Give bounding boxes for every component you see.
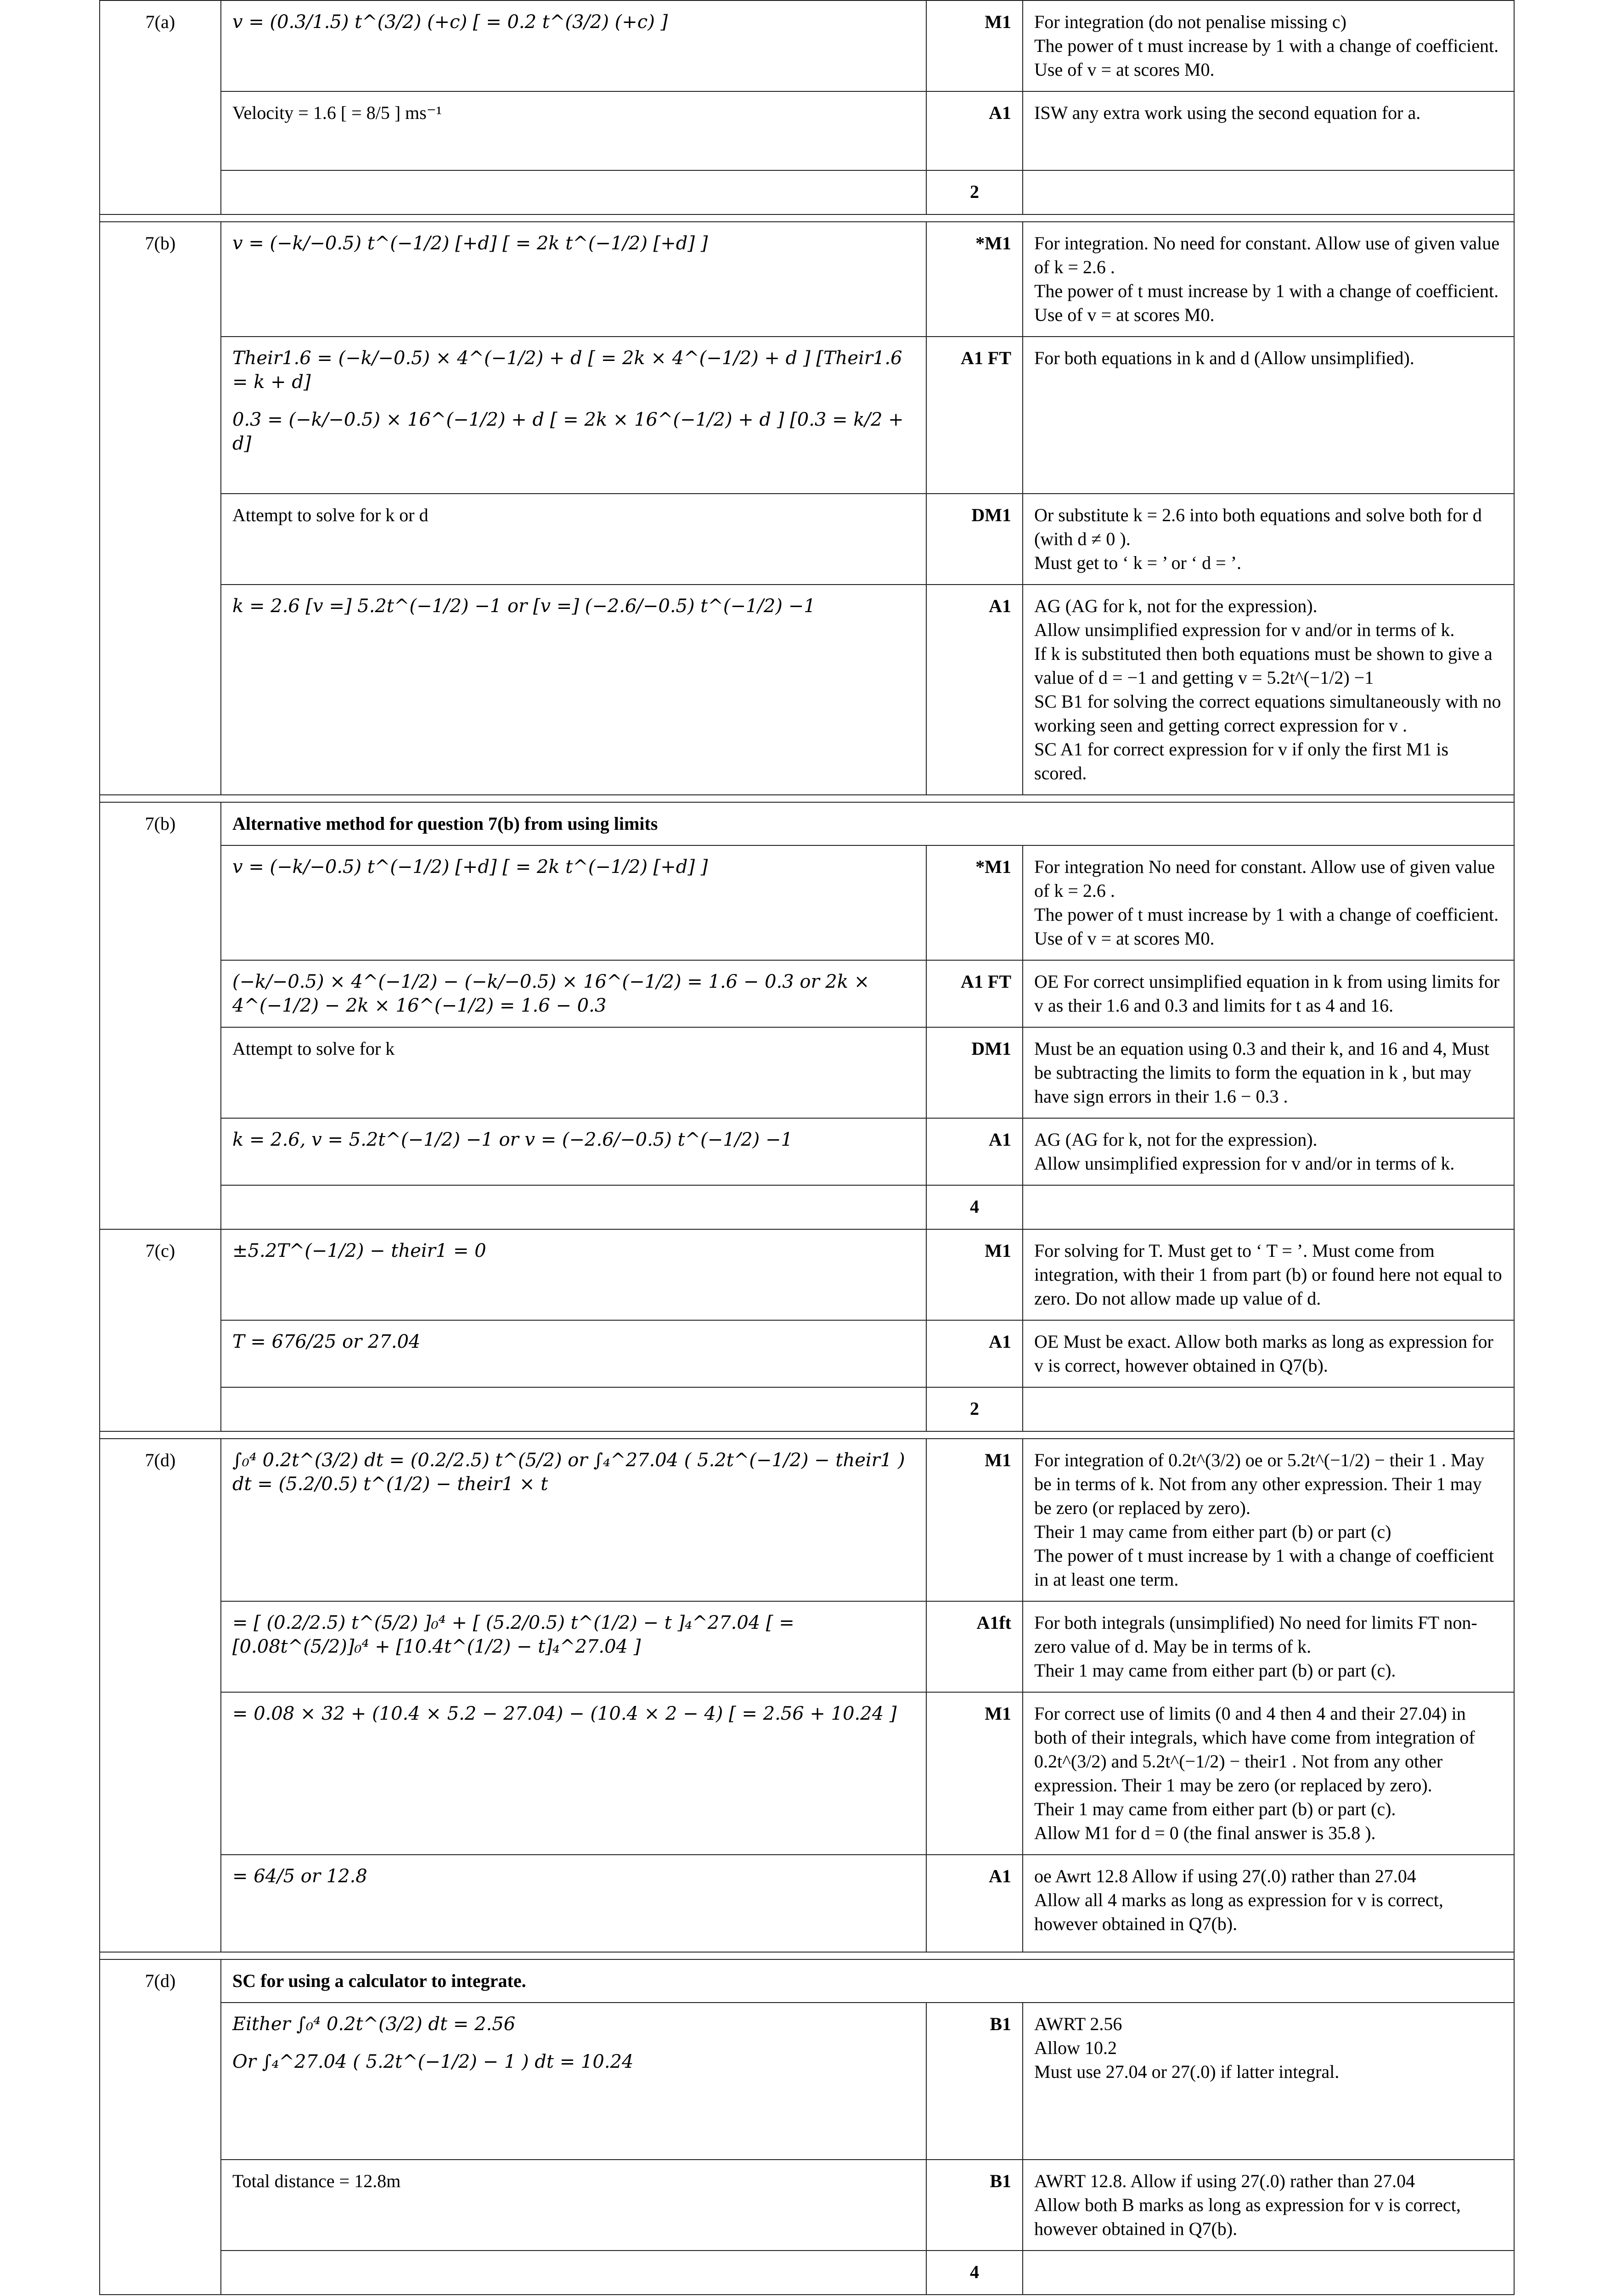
guidance-line: Must use 27.04 or 27(.0) if latter integral.	[1034, 2061, 1340, 2082]
table-row	[100, 845, 1514, 960]
answer-cell	[221, 960, 926, 1027]
answer-line: v = (0.3/1.5) t^(3/2) (+c) [ = 0.2 t^(3/2) (+c) ]	[232, 11, 668, 33]
guidance-line: Allow M1 for d = 0 (the final answer is 35.8 ).	[1034, 1823, 1376, 1843]
guidance-cell	[1023, 1387, 1514, 1431]
table-row	[100, 1387, 1514, 1431]
answer-line: v = (−k/−0.5) t^(−1/2) [+d] [ = 2k t^(−1/2) [+d] ]	[232, 233, 708, 254]
section-gap	[100, 1431, 1514, 1439]
answer-cell	[221, 1855, 926, 1952]
mark-cell: B1	[926, 2160, 1023, 2251]
guidance-cell	[1023, 2251, 1514, 2295]
answer-cell	[221, 494, 926, 585]
answer-line: (−k/−0.5) × 4^(−1/2) − (−k/−0.5) × 16^(−1/2) = 1.6 − 0.3 or 2k × 4^(−1/2) − 2k × 16^(−1/2) = 1.6 − 0.3	[232, 971, 870, 1016]
guidance-line: For both integrals (unsimplified) No need for limits FT non-zero value of d. May be in terms of k.	[1034, 1612, 1477, 1657]
guidance-line: For integration of 0.2t^(3/2) oe or 5.2t^(−1/2) − their 1 . May be in terms of k. Not from any other expression. Their 1 may be zero (or replaced by zero).	[1034, 1450, 1485, 1518]
answer-cell	[221, 222, 926, 337]
section-gap	[100, 214, 1514, 222]
section-gap	[100, 795, 1514, 802]
guidance-line: Allow unsimplified expression for v and/or in terms of k.	[1034, 619, 1455, 640]
mark-cell: M1	[926, 1692, 1023, 1855]
guidance-line: For correct use of limits (0 and 4 then 4 and their 27.04) in both of their integrals, which have come from integration of 0.2t^(3/2) and 5.2t^(−1/2) − their1 . Not from any other expression. Their 1 may be zero (or replaced by zero).	[1034, 1703, 1475, 1795]
guidance-line: Their 1 may came from either part (b) or part (c)	[1034, 1521, 1391, 1542]
guidance-cell	[1023, 1229, 1514, 1320]
table-row	[100, 802, 1514, 845]
answer-line: Total distance = 12.8m	[232, 2171, 401, 2191]
answer-cell	[221, 0, 926, 91]
mark-cell: M1	[926, 1439, 1023, 1601]
mark-cell: M1	[926, 0, 1023, 91]
answer-line: k = 2.6, v = 5.2t^(−1/2) −1 or v = (−2.6/−0.5) t^(−1/2) −1	[232, 1129, 793, 1150]
mark-cell: M1	[926, 1229, 1023, 1320]
table-row	[100, 170, 1514, 214]
question-number: 7(d)	[100, 1959, 221, 2295]
table-row	[100, 1027, 1514, 1118]
guidance-line: oe Awrt 12.8 Allow if using 27(.0) rather than 27.04	[1034, 1866, 1416, 1886]
table-row	[100, 1229, 1514, 1320]
answer-cell	[221, 1229, 926, 1320]
answer-cell	[221, 170, 926, 214]
answer-line: = [ (0.2/2.5) t^(5/2) ]₀⁴ + [ (5.2/0.5) t^(1/2) − t ]₄^27.04 [ = [0.08t^(5/2)]₀⁴ + [10.4t^(1/2) − t]₄^27.04 ]	[232, 1612, 794, 1657]
guidance-cell	[1023, 1601, 1514, 1692]
guidance-line: Allow all 4 marks as long as expression for v is correct, however obtained in Q7(b).	[1034, 1890, 1443, 1934]
section-gap	[100, 1952, 1514, 1959]
answer-cell	[221, 2160, 926, 2251]
answer-cell	[221, 1692, 926, 1855]
guidance-line: SC A1 for correct expression for v if only the first M1 is scored.	[1034, 739, 1449, 783]
section-header: Alternative method for question 7(b) from using limits	[221, 802, 1514, 845]
table-row	[100, 585, 1514, 795]
answer-line: Attempt to solve for k or d	[232, 505, 428, 525]
answer-line: k = 2.6 [v =] 5.2t^(−1/2) −1 or [v =] (−2.6/−0.5) t^(−1/2) −1	[232, 596, 816, 617]
answer-line: ±5.2T^(−1/2) − their1 = 0	[232, 1240, 486, 1261]
guidance-line: Their 1 may came from either part (b) or part (c).	[1034, 1799, 1396, 1819]
table-row	[100, 91, 1514, 170]
section-header: SC for using a calculator to integrate.	[221, 1959, 1514, 2003]
answer-line: = 64/5 or 12.8	[232, 1866, 367, 1887]
guidance-cell	[1023, 2003, 1514, 2160]
table-row	[100, 494, 1514, 585]
guidance-line: Must get to ‘ k = ’ or ‘ d = ’.	[1034, 552, 1241, 573]
total-mark-cell: 4	[926, 1185, 1023, 1229]
question-number: 7(b)	[100, 802, 221, 1229]
mark-cell: DM1	[926, 494, 1023, 585]
answer-cell	[221, 1027, 926, 1118]
mark-scheme-page	[99, 0, 1514, 2296]
answer-line: Or ∫₄^27.04 ( 5.2t^(−1/2) − 1 ) dt = 10.24	[232, 2051, 634, 2072]
table-row	[100, 2003, 1514, 2160]
mark-cell: A1	[926, 91, 1023, 170]
guidance-line: Allow 10.2	[1034, 2037, 1117, 2058]
table-row	[100, 1118, 1514, 1185]
mark-cell: A1 FT	[926, 960, 1023, 1027]
guidance-line: If k is substituted then both equations must be shown to give a value of d = −1 and getting v = 5.2t^(−1/2) −1	[1034, 643, 1493, 688]
guidance-line: AG (AG for k, not for the expression).	[1034, 596, 1318, 616]
guidance-line: The power of t must increase by 1 with a change of coefficient. Use of v = at scores M0.	[1034, 35, 1499, 80]
answer-cell	[221, 585, 926, 795]
mark-cell: B1	[926, 2003, 1023, 2160]
answer-cell	[221, 91, 926, 170]
total-mark-cell: 4	[926, 2251, 1023, 2295]
guidance-line: The power of t must increase by 1 with a change of coefficient. Use of v = at scores M0.	[1034, 281, 1499, 325]
answer-line: ∫₀⁴ 0.2t^(3/2) dt = (0.2/2.5) t^(5/2) or ∫₄^27.04 ( 5.2t^(−1/2) − their1 ) dt = (5.2/0.5) t^(1/2) − their1 × t	[232, 1450, 905, 1495]
guidance-line: Allow both B marks as long as expression for v is correct, however obtained in Q7(b).	[1034, 2195, 1461, 2239]
guidance-cell	[1023, 170, 1514, 214]
guidance-cell	[1023, 337, 1514, 494]
guidance-line: For integration. No need for constant. Allow use of given value of k = 2.6 .	[1034, 233, 1500, 277]
table-row	[100, 960, 1514, 1027]
guidance-cell	[1023, 91, 1514, 170]
mark-cell: A1	[926, 1118, 1023, 1185]
table-row	[100, 1855, 1514, 1952]
question-number: 7(b)	[100, 222, 221, 795]
guidance-cell	[1023, 2160, 1514, 2251]
mark-cell: DM1	[926, 1027, 1023, 1118]
guidance-cell	[1023, 845, 1514, 960]
answer-cell	[221, 1439, 926, 1601]
total-mark-cell: 2	[926, 170, 1023, 214]
guidance-line: AWRT 2.56	[1034, 2014, 1122, 2034]
table-row	[100, 337, 1514, 494]
table-row	[100, 1959, 1514, 2003]
guidance-line: AWRT 12.8. Allow if using 27(.0) rather than 27.04	[1034, 2171, 1415, 2191]
table-row	[100, 2160, 1514, 2251]
guidance-line: Allow unsimplified expression for v and/or in terms of k.	[1034, 1153, 1455, 1174]
table-row	[100, 1320, 1514, 1387]
table-row	[100, 1692, 1514, 1855]
guidance-cell	[1023, 960, 1514, 1027]
table-row	[100, 2251, 1514, 2295]
answer-line: = 0.08 × 32 + (10.4 × 5.2 − 27.04) − (10.4 × 2 − 4) [ = 2.56 + 10.24 ]	[232, 1703, 897, 1724]
answer-line: Velocity = 1.6 [ = 8/5 ] ms⁻¹	[232, 102, 442, 123]
guidance-cell	[1023, 1118, 1514, 1185]
table-row	[100, 222, 1514, 337]
answer-cell	[221, 1320, 926, 1387]
table-row	[100, 1601, 1514, 1692]
guidance-line: Their 1 may came from either part (b) or part (c).	[1034, 1660, 1396, 1681]
mark-cell: A1ft	[926, 1601, 1023, 1692]
guidance-cell	[1023, 494, 1514, 585]
answer-cell	[221, 845, 926, 960]
answer-cell	[221, 1118, 926, 1185]
guidance-cell	[1023, 1185, 1514, 1229]
guidance-line: SC B1 for solving the correct equations simultaneously with no working seen and getting correct expression for v .	[1034, 691, 1501, 736]
question-number: 7(d)	[100, 1439, 221, 1952]
mark-cell: *M1	[926, 222, 1023, 337]
mark-cell: *M1	[926, 845, 1023, 960]
guidance-cell	[1023, 1855, 1514, 1952]
guidance-line: For both equations in k and d (Allow unsimplified).	[1034, 348, 1414, 368]
answer-line: T = 676/25 or 27.04	[232, 1331, 421, 1352]
mark-scheme-body	[100, 0, 1514, 2295]
guidance-line: The power of t must increase by 1 with a change of coefficient in at least one term.	[1034, 1545, 1494, 1590]
guidance-cell	[1023, 1320, 1514, 1387]
table-row	[100, 0, 1514, 91]
question-number: 7(c)	[100, 1229, 221, 1431]
answer-cell	[221, 2251, 926, 2295]
answer-cell	[221, 1387, 926, 1431]
guidance-cell	[1023, 1027, 1514, 1118]
table-row	[100, 1185, 1514, 1229]
mark-cell: A1	[926, 1320, 1023, 1387]
guidance-line: ISW any extra work using the second equation for a.	[1034, 102, 1421, 123]
mark-cell: A1 FT	[926, 337, 1023, 494]
guidance-line: Or substitute k = 2.6 into both equations and solve both for d (with d ≠ 0 ).	[1034, 505, 1482, 549]
mark-scheme-table	[99, 0, 1515, 2295]
guidance-line: AG (AG for k, not for the expression).	[1034, 1129, 1318, 1150]
answer-line: Their1.6 = (−k/−0.5) × 4^(−1/2) + d [ = 2k × 4^(−1/2) + d ] [Their1.6 = k + d]	[232, 348, 902, 393]
guidance-line: For integration (do not penalise missing c)	[1034, 11, 1346, 32]
mark-cell: A1	[926, 585, 1023, 795]
table-row	[100, 1439, 1514, 1601]
answer-cell	[221, 1185, 926, 1229]
mark-cell: A1	[926, 1855, 1023, 1952]
guidance-line: For solving for T. Must get to ‘ T = ’. Must come from integration, with their 1 from part (b) or found here not equal to zero. Do not allow made up value of d.	[1034, 1240, 1502, 1309]
question-number: 7(a)	[100, 0, 221, 214]
guidance-line: Must be an equation using 0.3 and their k, and 16 and 4, Must be subtracting the limits to form the equation in k , but may have sign errors in their 1.6 − 0.3 .	[1034, 1038, 1489, 1107]
total-mark-cell: 2	[926, 1387, 1023, 1431]
answer-line: v = (−k/−0.5) t^(−1/2) [+d] [ = 2k t^(−1/2) [+d] ]	[232, 856, 708, 878]
answer-cell	[221, 2003, 926, 2160]
guidance-cell	[1023, 1439, 1514, 1601]
guidance-cell	[1023, 585, 1514, 795]
answer-cell	[221, 337, 926, 494]
answer-line: Attempt to solve for k	[232, 1038, 395, 1059]
answer-line: 0.3 = (−k/−0.5) × 16^(−1/2) + d [ = 2k × 16^(−1/2) + d ] [0.3 = k/2 + d]	[232, 409, 904, 454]
guidance-line: OE For correct unsimplified equation in k from using limits for v as their 1.6 and 0.3 and limits for t as 4 and 16.	[1034, 971, 1500, 1016]
guidance-cell	[1023, 0, 1514, 91]
guidance-line: OE Must be exact. Allow both marks as long as expression for v is correct, however obtained in Q7(b).	[1034, 1331, 1493, 1376]
guidance-cell	[1023, 1692, 1514, 1855]
guidance-cell	[1023, 222, 1514, 337]
answer-line: Either ∫₀⁴ 0.2t^(3/2) dt = 2.56	[232, 2014, 516, 2035]
guidance-line: For integration No need for constant. Allow use of given value of k = 2.6 .	[1034, 856, 1495, 901]
guidance-line: The power of t must increase by 1 with a change of coefficient. Use of v = at scores M0.	[1034, 904, 1499, 949]
answer-cell	[221, 1601, 926, 1692]
